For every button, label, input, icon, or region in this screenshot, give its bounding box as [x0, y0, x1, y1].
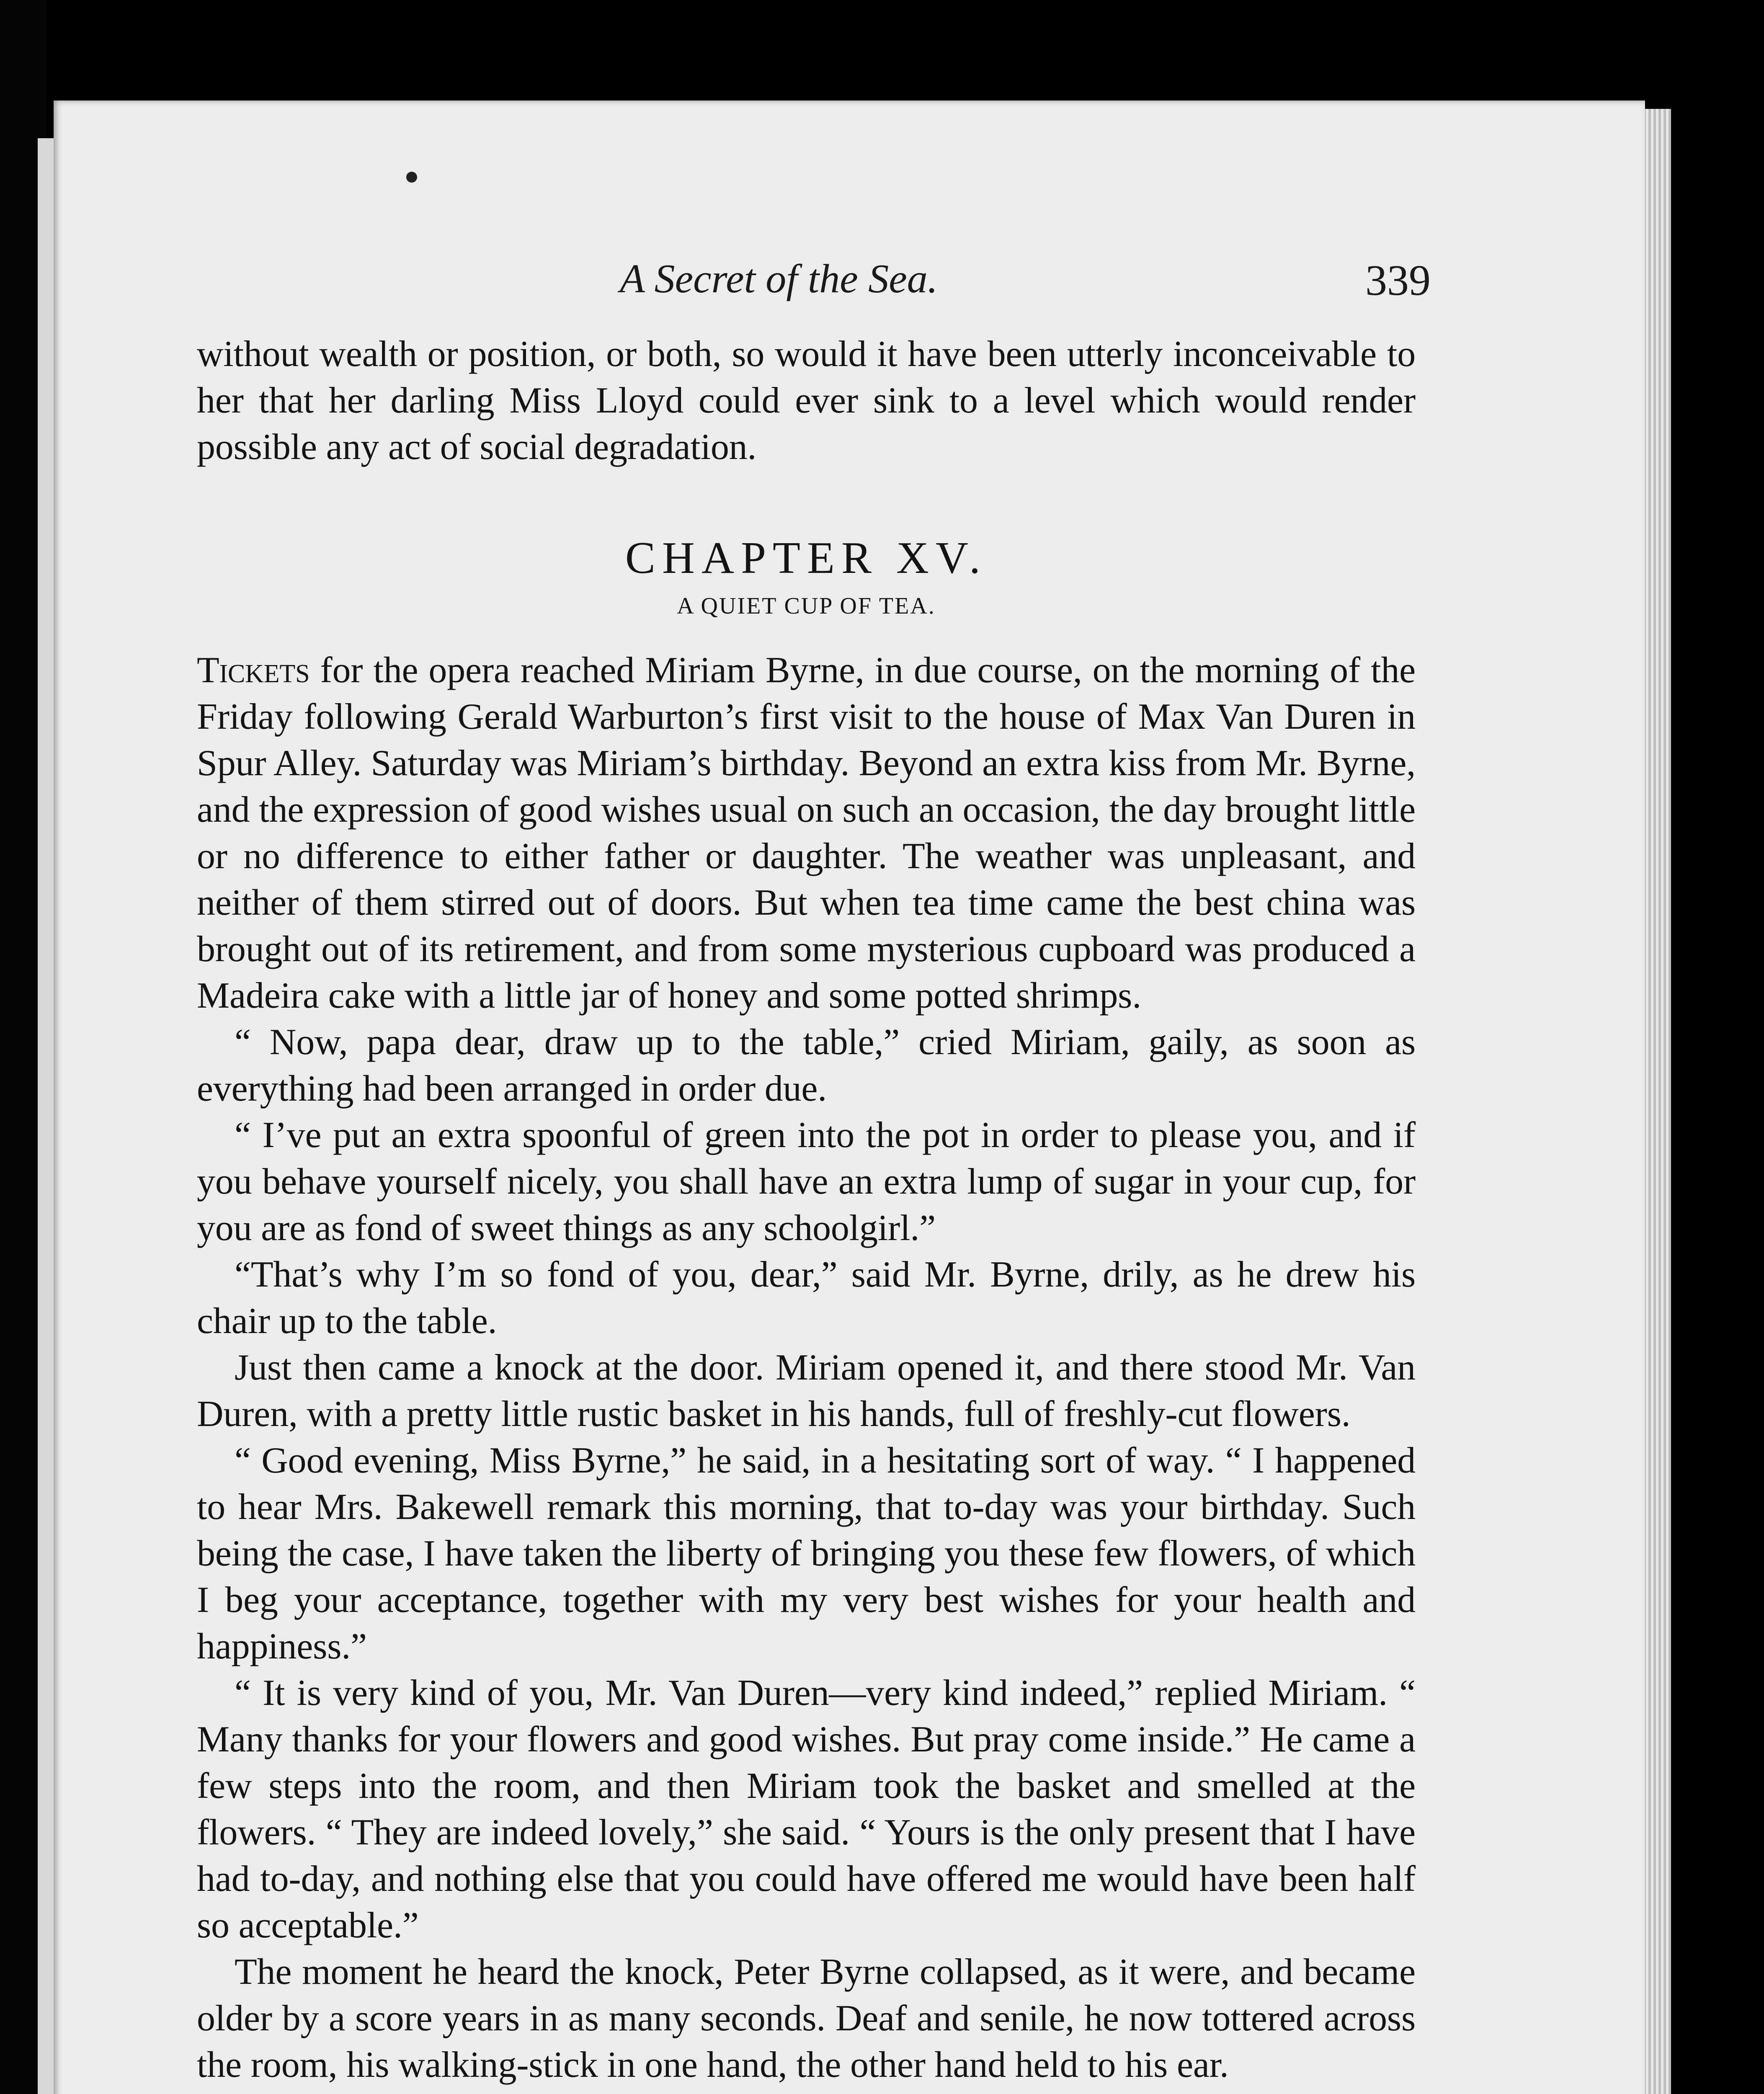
- paragraph: “ Good evening, Miss Byrne,” he said, in a hesitating sort of way. “ I happened to hear Mrs. Bakewell remark this morning, that to-day was your birthday. Such being the case, I have taken the liberty of bringing you these few flowers, of which I beg your acceptance, together with my very best wishes for your health and happiness.”: [197, 1440, 1416, 1667]
- scan-speck: [406, 172, 417, 183]
- paragraph-text: for the opera reached Miriam Byrne, in due course, on the morning of the Friday following Gerald Warburton’s first visit to the house of Max Van Duren in Spur Alley. Saturday was Miriam’s birthday. Beyond an extra kiss from Mr. Byrne, and the expression of good wishes usual on such an occasion, the day brought little or no difference to either father or daughter. The weather was unpleasant, and neither of them stirred out of doors. But when tea time came the best china was brought out of its retirement, and from some mysterious cupboard was produced a Madeira cake with a little jar of honey and some potted shrimps.: [197, 650, 1416, 1016]
- paragraph: without wealth or position, or both, so would it have been utterly inconceivable to her that her darling Miss Lloyd could ever sink to a level which would render possible any act of social degradation.: [197, 334, 1416, 467]
- chapter-title: CHAPTER XV.: [625, 533, 988, 583]
- paragraph: Just then came a knock at the door. Miriam opened it, and there stood Mr. Van Duren, with a pretty little rustic basket in his hands, full of freshly-cut flowers.: [197, 1347, 1416, 1434]
- paragraph: “ I’ve put an extra spoonful of green into the pot in order to please you, and if you behave yourself nicely, you shall have an extra lump of sugar in your cup, for you are as fond of sweet things as any schoolgirl.”: [197, 1115, 1416, 1248]
- running-header: A Secret of the Sea.: [620, 256, 938, 302]
- opening-word: Tickets: [197, 650, 310, 691]
- paragraph: “ It is very kind of you, Mr. Van Duren—very kind indeed,” replied Miriam. “ Many thanks for your flowers and good wishes. But pray come inside.” He came a few steps into the room, and then Miriam took the basket and smelled at the flowers. “ They are indeed lovely,” she said. “ Yours is the only present that I have had to-day, and nothing else that you could have offered me would have been half so acceptable.”: [197, 1673, 1416, 1946]
- page-gutter: [38, 138, 54, 2094]
- page-number: 339: [1365, 256, 1431, 304]
- chapter-subtitle: A QUIET CUP OF TEA.: [677, 593, 936, 619]
- paragraph: [197, 647, 1416, 1019]
- paragraph: “That’s why I’m so fond of you, dear,” said Mr. Byrne, drily, as he drew his chair up to the table.: [197, 1254, 1416, 1341]
- paragraph: The moment he heard the knock, Peter Byrne collapsed, as it were, and became older by a score years in as many seconds. Deaf and senile, he now tottered across the room, his walking-stick in one hand, the other hand held to his ear.: [197, 1952, 1416, 2085]
- paragraph: “ Now, papa dear, draw up to the table,” cried Miriam, gaily, as soon as everything had been arranged in order due.: [197, 1022, 1416, 1109]
- body-text: [197, 331, 1416, 2088]
